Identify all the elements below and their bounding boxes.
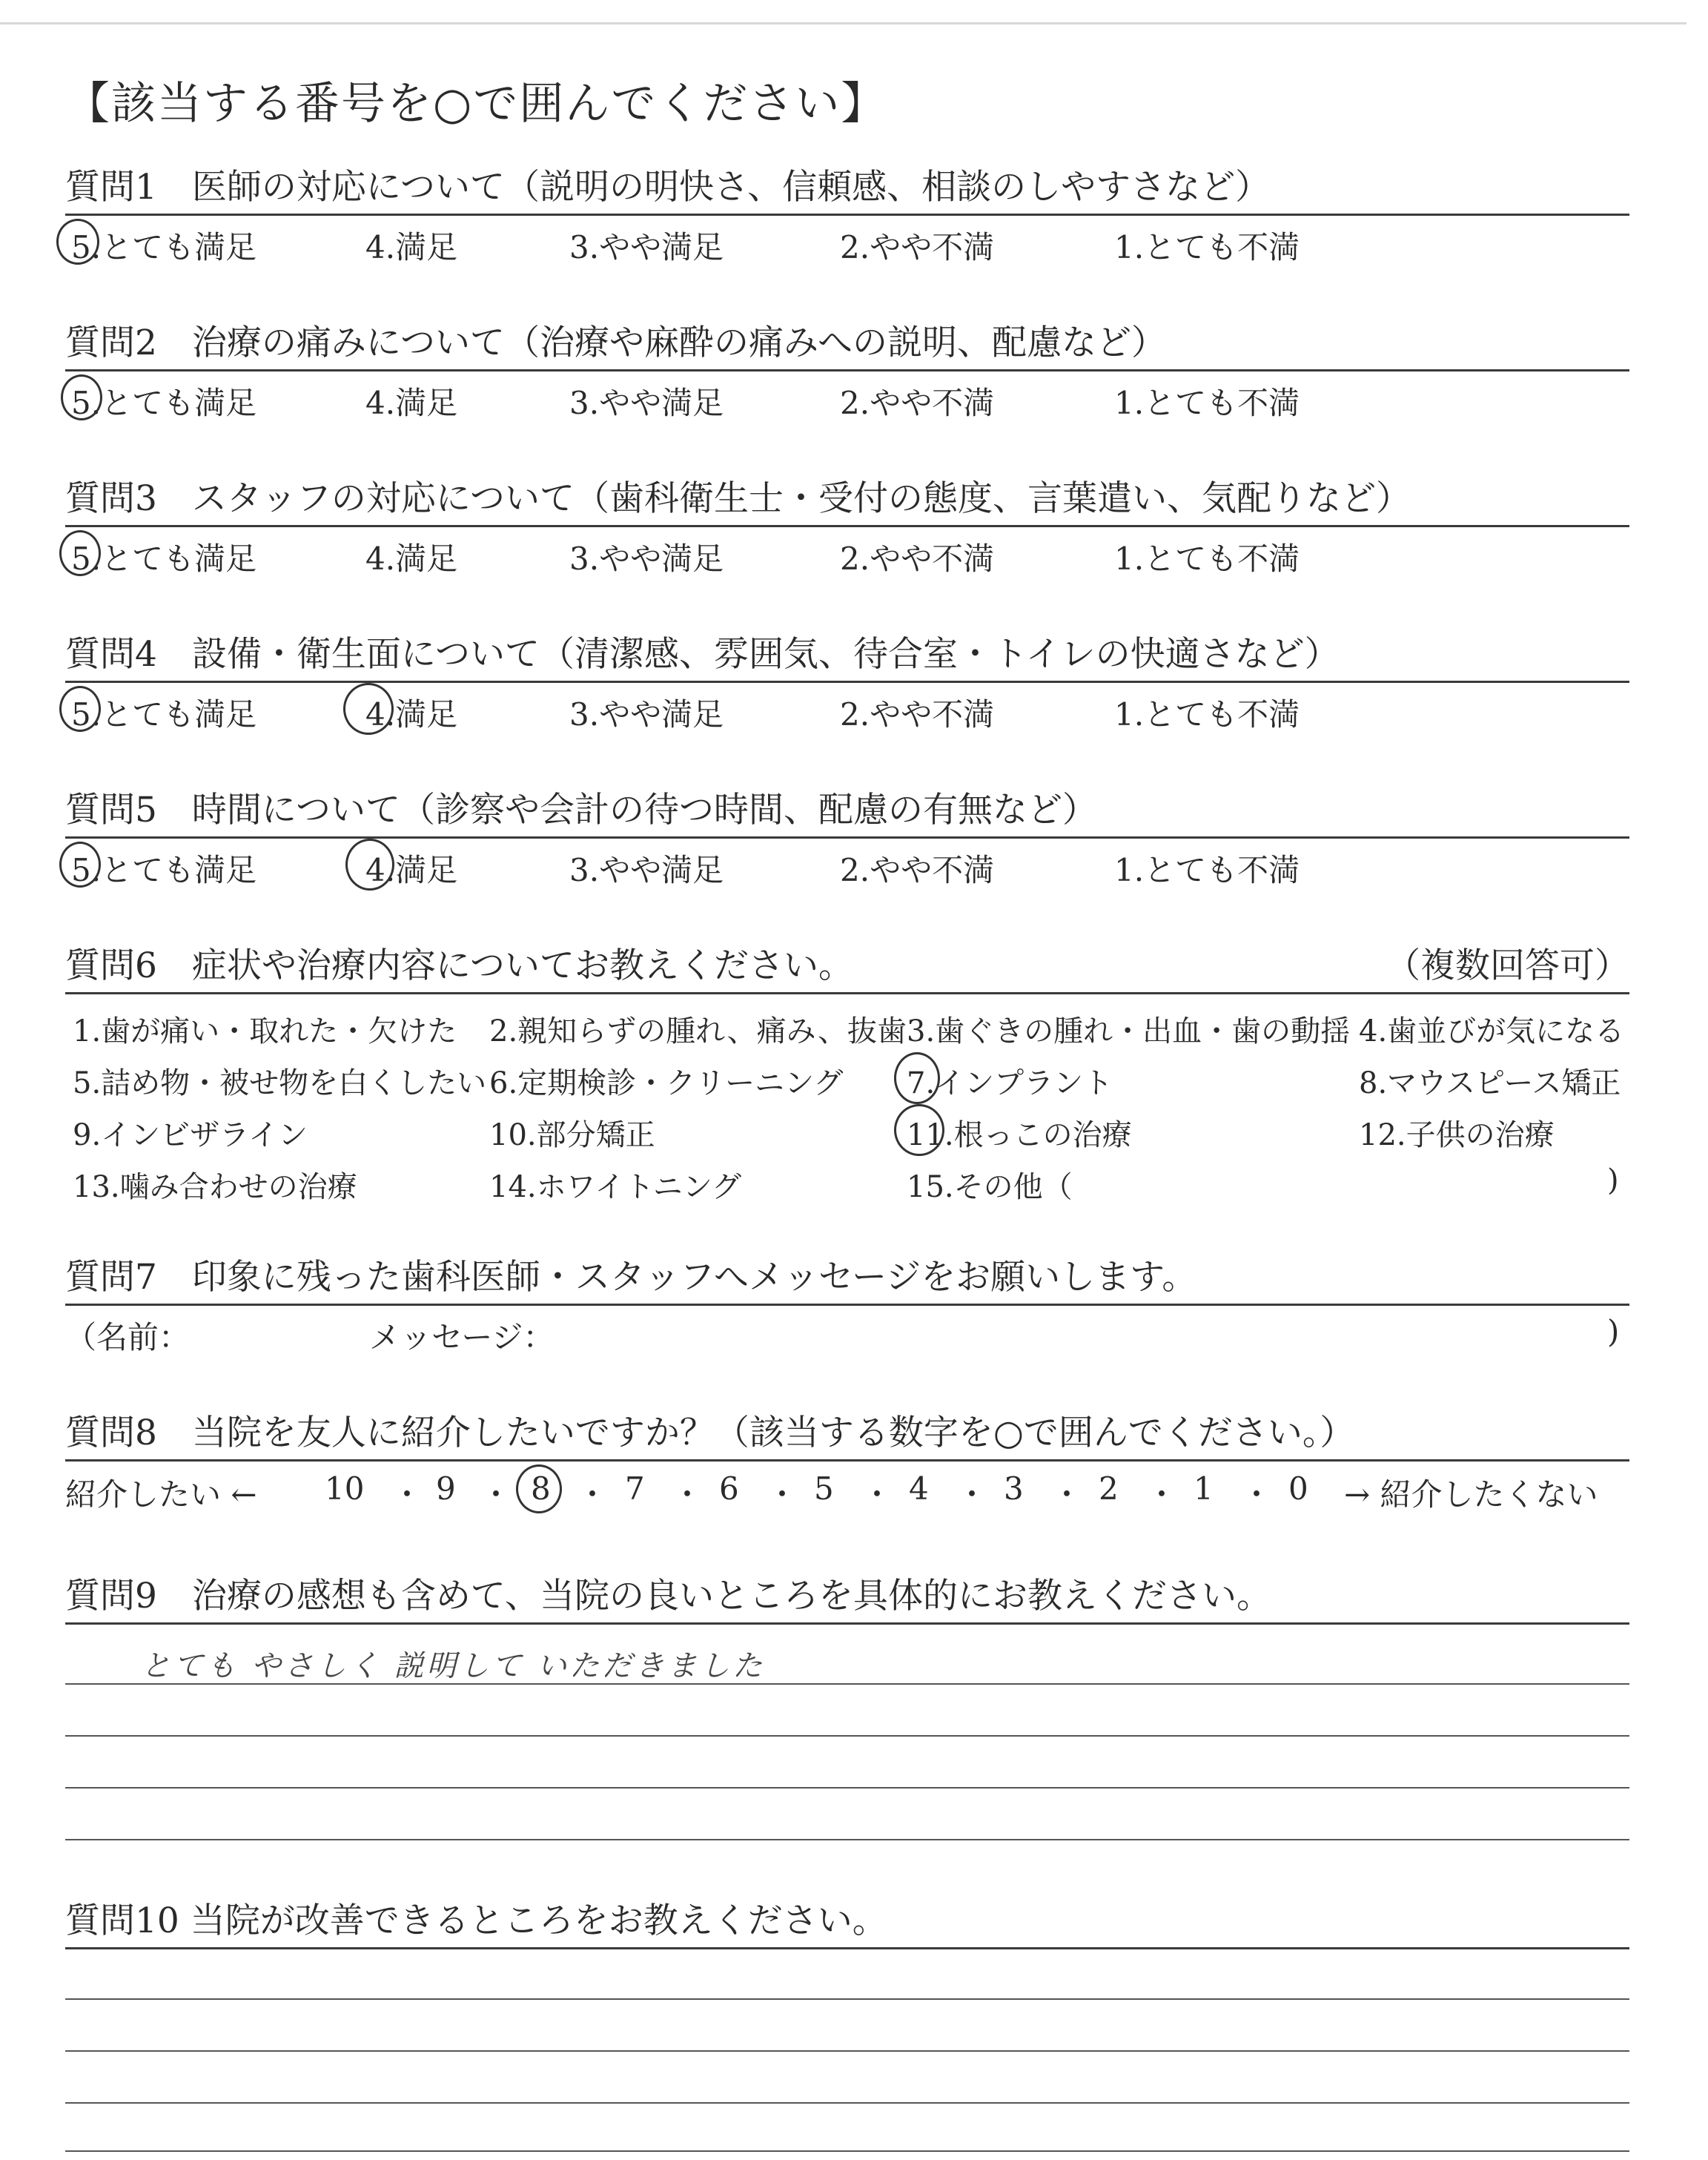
selection-circle (516, 1464, 562, 1513)
treatment-option-7[interactable]: 7.インプラント (907, 1066, 1113, 1100)
option-1[interactable]: 1.とても不満 (1114, 385, 1300, 421)
option-2[interactable]: 2.やや不満 (840, 696, 995, 733)
scale-5[interactable]: 5 (814, 1470, 834, 1507)
other-close-paren: ) (1607, 1163, 1619, 1198)
treatment-option-3[interactable]: 3.歯ぐきの腫れ・出血・歯の動揺 (907, 1014, 1351, 1048)
rating-options (65, 216, 1629, 265)
answer-line (65, 2102, 1629, 2104)
question-title: 質問8 当院を友人に紹介したいですか？（該当する数字を○で囲んでください。） (65, 1413, 1355, 1453)
selection-circle (894, 1052, 940, 1104)
rating-options (65, 839, 1629, 888)
treatment-option-14[interactable]: 14.ホワイトニング (489, 1170, 742, 1204)
treatment-option-9[interactable]: 9.インビザライン (73, 1118, 308, 1152)
selection-circle (894, 1104, 944, 1156)
scale-left-label: 紹介したい ← (65, 1476, 257, 1513)
scale-dot: ・ (1146, 1476, 1178, 1513)
option-3[interactable]: 3.やや満足 (569, 852, 724, 888)
scale-2[interactable]: 2 (1099, 1470, 1119, 1507)
option-1[interactable]: 1.とても不満 (1114, 229, 1300, 265)
option-5[interactable]: 5.とても満足 (71, 696, 257, 733)
divider (65, 1947, 1629, 1949)
question-8 (65, 1410, 1629, 1513)
question-6 (65, 943, 1629, 1209)
question-3 (65, 476, 1629, 576)
question-2 (65, 320, 1629, 420)
option-3[interactable]: 3.やや満足 (569, 696, 724, 733)
treatment-option-8[interactable]: 8.マウスピース矯正 (1359, 1066, 1621, 1100)
option-3[interactable]: 3.やや満足 (569, 385, 724, 421)
treatment-option-10[interactable]: 10.部分矯正 (489, 1118, 655, 1152)
question-title-row (65, 943, 1629, 989)
scan-edge-line (0, 22, 1687, 24)
answer-line (65, 1735, 1629, 1737)
scale-dot: ・ (577, 1476, 609, 1513)
page-title: 【該当する番号を○で囲んでください】 (65, 78, 887, 130)
option-5[interactable]: 5.とても満足 (71, 385, 257, 421)
scale-1[interactable]: 1 (1194, 1470, 1214, 1507)
rating-options (65, 527, 1629, 576)
question-title: 質問3 スタッフの対応について（歯科衛生士・受付の態度、言葉遣い、気配りなど） (65, 478, 1411, 519)
scale-dot: ・ (480, 1476, 512, 1513)
option-4[interactable]: 4.満足 (365, 385, 458, 421)
option-1[interactable]: 1.とても不満 (1114, 541, 1300, 577)
scale-8[interactable]: 8 (531, 1470, 551, 1507)
selection-circle (61, 374, 102, 420)
recommend-scale (65, 1462, 1629, 1513)
option-2[interactable]: 2.やや不満 (840, 852, 995, 888)
treatment-option-13[interactable]: 13.噛み合わせの治療 (73, 1170, 357, 1204)
close-paren: ) (1607, 1313, 1620, 1350)
question-9 (65, 1573, 1629, 1625)
question-10 (65, 1898, 1629, 1949)
treatment-options (65, 994, 1629, 1209)
question-title: 質問6 症状や治療内容についてお教えください。 (65, 945, 853, 986)
divider (65, 1622, 1629, 1625)
question-1 (65, 165, 1629, 265)
answer-line (65, 2050, 1629, 2052)
scale-6[interactable]: 6 (719, 1470, 739, 1507)
question-title: 質問2 治療の痛みについて（治療や麻酔の痛みへの説明、配慮など） (65, 323, 1167, 363)
scale-dot: ・ (1241, 1476, 1273, 1513)
rating-options (65, 683, 1629, 732)
treatment-option-5[interactable]: 5.詰め物・被せ物を白くしたい (73, 1066, 487, 1100)
scale-dot: ・ (956, 1476, 988, 1513)
treatment-option-2[interactable]: 2.親知らずの腫れ、痛み、抜歯 (489, 1014, 907, 1048)
answer-line (65, 2150, 1629, 2152)
option-3[interactable]: 3.やや満足 (569, 229, 724, 265)
scale-7[interactable]: 7 (625, 1470, 645, 1507)
message-label: メッセージ： (369, 1319, 555, 1355)
scale-0[interactable]: 0 (1288, 1470, 1308, 1507)
option-5[interactable]: 5.とても満足 (71, 852, 257, 888)
question-4 (65, 632, 1629, 732)
multiple-answer-note: （複数回答可） (1386, 945, 1629, 986)
scale-dot: ・ (391, 1476, 423, 1513)
question-title: 質問4 設備・衛生面について（清潔感、雰囲気、待合室・トイレの快適さなど） (65, 634, 1340, 675)
name-label: （名前： (65, 1319, 191, 1355)
option-2[interactable]: 2.やや不満 (840, 229, 995, 265)
question-title: 質問1 医師の対応について（説明の明快さ、信頼感、相談のしやすさなど） (65, 167, 1271, 208)
answer-line (65, 1787, 1629, 1789)
answer-line (65, 1998, 1629, 2000)
treatment-option-15[interactable]: 15.その他（ (907, 1170, 1073, 1204)
message-row (65, 1306, 1629, 1355)
option-4[interactable]: 4.満足 (365, 229, 458, 265)
selection-circle (56, 219, 99, 265)
question-title: 質問9 治療の感想も含めて、当院の良いところを具体的にお教えください。 (65, 1576, 1271, 1616)
selection-circle (59, 842, 101, 888)
treatment-option-11[interactable]: 11.根っこの治療 (907, 1118, 1132, 1152)
question-5 (65, 787, 1629, 888)
treatment-option-6[interactable]: 6.定期検診・クリーニング (489, 1066, 844, 1100)
scale-10[interactable]: 10 (325, 1470, 365, 1507)
scale-9[interactable]: 9 (436, 1470, 456, 1507)
selection-circle (59, 530, 101, 576)
option-4[interactable]: 4.満足 (365, 852, 458, 888)
scale-dot: ・ (1051, 1476, 1083, 1513)
question-title: 質問5 時間について（診察や会計の待つ時間、配慮の有無など） (65, 790, 1097, 830)
option-2[interactable]: 2.やや不満 (840, 385, 995, 421)
answer-line (65, 1839, 1629, 1840)
scale-4[interactable]: 4 (909, 1470, 929, 1507)
selection-circle (345, 839, 394, 891)
option-5[interactable]: 5.とても満足 (71, 541, 257, 577)
option-5[interactable]: 5.とても満足 (71, 229, 257, 265)
scale-dot: ・ (861, 1476, 893, 1513)
option-1[interactable]: 1.とても不満 (1114, 696, 1300, 733)
scale-dot: ・ (767, 1476, 798, 1513)
question-title: 質問10 当院が改善できるところをお教えください。 (65, 1900, 887, 1941)
treatment-option-12[interactable]: 12.子供の治療 (1359, 1118, 1555, 1152)
scale-right-label: → 紹介したくない (1344, 1476, 1598, 1513)
treatment-option-4[interactable]: 4.歯並びが気になる (1359, 1014, 1625, 1048)
rating-options (65, 371, 1629, 420)
option-2[interactable]: 2.やや不満 (840, 541, 995, 577)
option-4[interactable]: 4.満足 (365, 541, 458, 577)
question-7 (65, 1255, 1629, 1355)
scale-3[interactable]: 3 (1004, 1470, 1024, 1507)
message-field[interactable] (584, 1313, 1548, 1350)
selection-circle (343, 683, 394, 735)
option-3[interactable]: 3.やや満足 (569, 541, 724, 577)
selection-circle (59, 686, 101, 732)
scale-dot: ・ (672, 1476, 704, 1513)
treatment-option-1[interactable]: 1.歯が痛い・取れた・欠けた (73, 1014, 457, 1048)
option-1[interactable]: 1.とても不満 (1114, 852, 1300, 888)
answer-line (65, 1683, 1629, 1685)
handwritten-answer[interactable]: とても やさしく 説明して いただきました (141, 1649, 766, 1683)
question-title: 質問7 印象に残った歯科医師・スタッフへメッセージをお願いします。 (65, 1257, 1197, 1298)
option-4[interactable]: 4.満足 (365, 696, 458, 733)
